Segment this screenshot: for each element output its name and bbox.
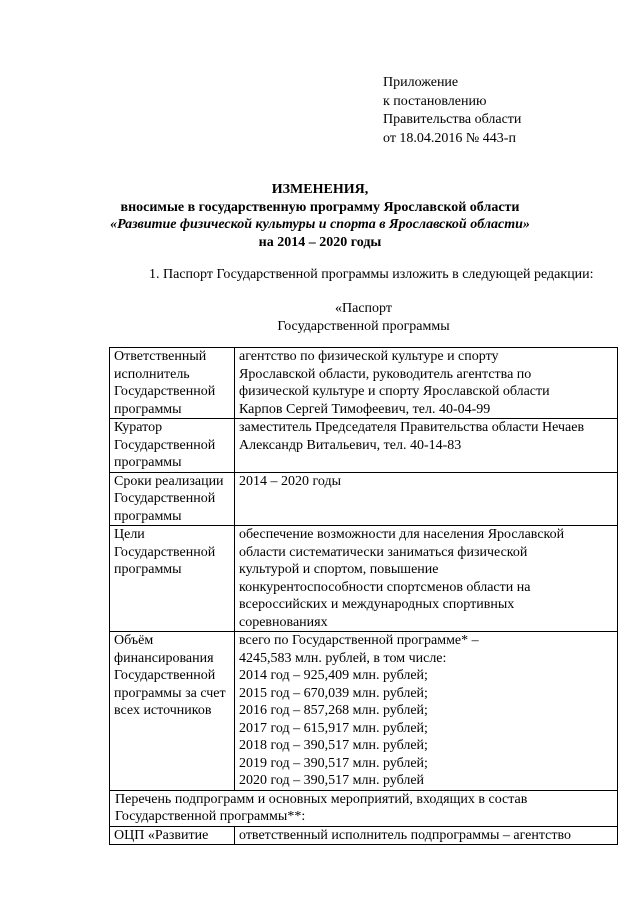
- row-label-cell: [110, 419, 235, 473]
- cell-line: ответственный исполнитель подпрограммы – агентство: [239, 827, 572, 843]
- cell-line: 2015 год – 670,039 млн. рублей;: [239, 685, 428, 701]
- appendix-block: [383, 74, 521, 148]
- table-row: [110, 790, 618, 826]
- appendix-line: Правительства области: [383, 112, 522, 127]
- cell-line: 2017 год – 615,917 млн. рублей;: [239, 720, 428, 736]
- cell-line: физической культуре и спорту Ярославской области: [239, 384, 550, 399]
- document-heading: [60, 181, 580, 251]
- row-label-cell: [110, 826, 235, 845]
- cell-line: программы: [114, 562, 182, 577]
- cell-line: 2016 год – 857,268 млн. рублей;: [239, 703, 428, 718]
- cell-line: Перечень подпрограмм и основных мероприятий, входящих в состав: [115, 791, 528, 807]
- cell-line: программы: [114, 508, 182, 524]
- cell-line: области систематически заниматься физической: [239, 544, 528, 560]
- cell-line: программы за счет: [114, 685, 226, 701]
- cell-line: всероссийских и международных спортивных: [239, 597, 515, 612]
- subprograms-header-cell: [110, 790, 618, 826]
- cell-line: соревнованиях: [239, 614, 328, 630]
- cell-line: Сроки реализации: [114, 473, 224, 489]
- table-row: [110, 526, 618, 632]
- row-value-cell: [235, 472, 618, 526]
- cell-line: 2019 год – 390,517 млн. рублей;: [239, 755, 428, 771]
- cell-line: Государственной: [114, 437, 216, 453]
- cell-line: конкурентоспособности спортсменов области на: [239, 579, 531, 595]
- heading-program-name: «Развитие физической культуры и спорта в Ярославской области»: [110, 217, 530, 232]
- cell-line: финансирования: [114, 650, 214, 666]
- cell-line: всего по Государственной программе* –: [239, 633, 479, 648]
- cell-line: 2014 год – 925,409 млн. рублей;: [239, 668, 428, 683]
- passport-title: [109, 300, 618, 335]
- row-label-cell: [110, 632, 235, 791]
- paragraph-text: 1. Паспорт Государственной программы изложить в следующей редакции:: [149, 267, 594, 282]
- cell-line: исполнитель: [114, 366, 190, 382]
- row-value-cell: [235, 419, 618, 473]
- row-label-cell: [110, 348, 235, 419]
- heading-line: вносимые в государственную программу Ярославской области: [120, 199, 520, 215]
- heading-title: ИЗМЕНЕНИЯ,: [271, 182, 369, 197]
- table-row: [110, 348, 618, 419]
- cell-line: культурой и спортом, повышение: [239, 562, 439, 577]
- passport-table: [109, 347, 618, 845]
- appendix-line: к постановлению: [383, 93, 487, 109]
- passport-title-line: «Паспорт: [335, 301, 392, 316]
- passport-title-line: Государственной программы: [277, 318, 450, 334]
- cell-line: заместитель Председателя Правительства области Нечаев: [239, 420, 585, 435]
- cell-line: Цели: [114, 527, 145, 542]
- cell-line: Государственной: [114, 384, 216, 399]
- paragraph-1: [109, 266, 618, 284]
- row-value-cell: [235, 526, 618, 632]
- cell-line: Объём: [114, 633, 154, 648]
- cell-line: агентство по физической культуре и спорту: [239, 349, 499, 364]
- cell-line: Куратор: [114, 420, 163, 435]
- table-row: [110, 632, 618, 791]
- table-row: [110, 419, 618, 473]
- cell-line: 2014 – 2020 годы: [239, 473, 342, 489]
- cell-line: Ярославской области, руководитель агентства по: [239, 366, 532, 382]
- row-label-cell: [110, 526, 235, 632]
- cell-line: ОЦП «Развитие: [114, 827, 209, 843]
- heading-years: на 2014 – 2020 годы: [258, 234, 382, 250]
- cell-line: Александр Витальевич, тел. 40-14-83: [239, 437, 462, 453]
- cell-line: Ответственный: [114, 349, 207, 364]
- cell-line: 4245,583 млн. рублей, в том числе:: [239, 650, 447, 666]
- cell-line: 2018 год – 390,517 млн. рублей;: [239, 738, 428, 753]
- cell-line: Карпов Сергей Тимофеевич, тел. 40-04-99: [239, 401, 491, 417]
- table-row: [110, 826, 618, 845]
- row-value-cell: [235, 826, 618, 845]
- cell-line: программы: [114, 455, 182, 470]
- cell-line: 2020 год – 390,517 млн. рублей: [239, 773, 425, 788]
- cell-line: обеспечение возможности для населения Ярославской: [239, 527, 565, 542]
- appendix-line: Приложение: [383, 75, 459, 90]
- cell-line: Государственной программы**:: [115, 809, 306, 824]
- table-row: [110, 472, 618, 526]
- row-label-cell: [110, 472, 235, 526]
- row-value-cell: [235, 632, 618, 791]
- cell-line: Государственной: [114, 491, 216, 506]
- row-value-cell: [235, 348, 618, 419]
- cell-line: Государственной: [114, 544, 216, 560]
- cell-line: всех источников: [114, 703, 212, 718]
- cell-line: программы: [114, 401, 182, 417]
- cell-line: Государственной: [114, 668, 216, 683]
- appendix-line: от 18.04.2016 № 443-п: [383, 130, 516, 146]
